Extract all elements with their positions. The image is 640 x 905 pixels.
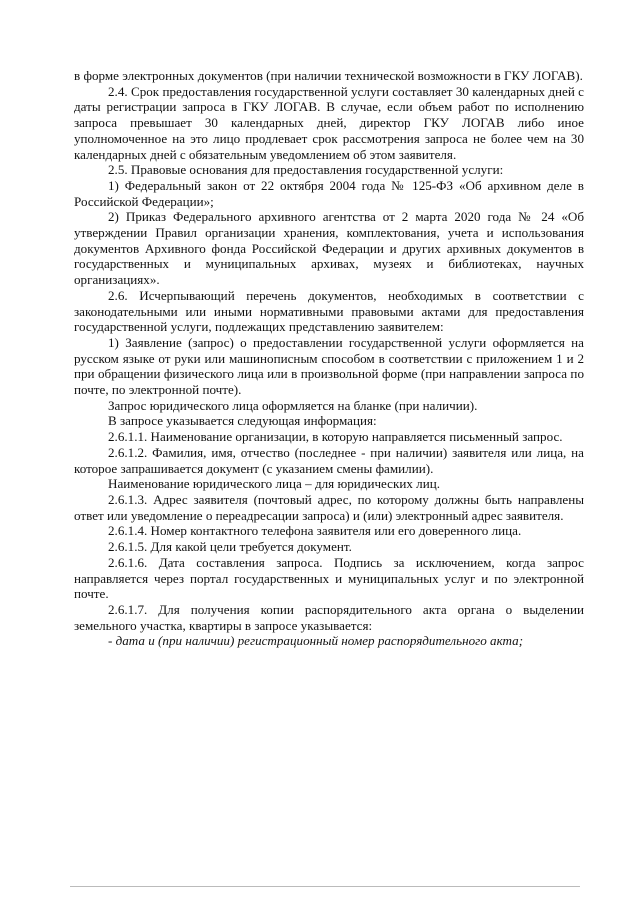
paragraph-2-6-1-1: 2.6.1.1. Наименование организации, в которую направляется письменный запрос. <box>108 429 563 445</box>
paragraph-2-5-item-1: 1) Федеральный закон от 22 октября 2004 года № 125-ФЗ «Об архивном деле в Российской Федерации»; <box>74 177 584 209</box>
paragraph-2-4: 2.4. Срок предоставления государственной услуги составляет 30 календарных дней с даты регистрации запроса в ГКУ ЛОГАВ. В случае, если объем работ по исполнению запроса превышает 30 календарных дней, директор ГКУ ЛОГАВ либо иное уполномоченное на это лицо продлевает срок рассмотрения запроса не более чем на 30 календарных дней с обязательным уведомлением об этом заявителя. <box>74 83 584 162</box>
paragraph-list-item-date: - дата и (при наличии) регистрационный номер распорядительного акта; <box>108 633 524 649</box>
paragraph-continuation: в форме электронных документов (при наличии технической возможности в ГКУ ЛОГАВ). <box>74 68 583 83</box>
paragraph-2-6-item-1: 1) Заявление (запрос) о предоставлении государственной услуги оформляется на русском языке от руки или машинописным способом в соответствии с приложением 1 и 2 при обращении физического лица или в произвольной форме (при направлении запроса по почте, по электронной почте). <box>74 334 584 398</box>
paragraph-2-6-1-2: 2.6.1.2. Фамилия, имя, отчество (последнее - при наличии) заявителя или лица, на которое запрашивается документ (с указанием смены фамилии). <box>74 444 584 476</box>
paragraph-2-6-1-3: 2.6.1.3. Адрес заявителя (почтовый адрес, по которому должны быть направлены ответ или уведомление о переадресации запроса) и (или) электронный адрес заявителя. <box>74 491 584 523</box>
paragraph-2-6-1-6: 2.6.1.6. Дата составления запроса. Подпись за исключением, когда запрос направляется через портал государственных и муниципальных услуг и по электронной почте. <box>74 554 584 602</box>
paragraph-2-6-1-4: 2.6.1.4. Номер контактного телефона заявителя или его доверенного лица. <box>108 523 522 539</box>
paragraph-legal-entity-form: Запрос юридического лица оформляется на бланке (при наличии). <box>108 397 478 413</box>
paragraph-2-5: 2.5. Правовые основания для предоставления государственной услуги: <box>108 162 504 178</box>
paragraph-info-intro: В запросе указывается следующая информация: <box>108 413 377 429</box>
page-bottom-rule <box>70 886 580 887</box>
paragraph-legal-entity-name: Наименование юридического лица – для юридических лиц. <box>108 476 440 492</box>
paragraph-2-6-1-7: 2.6.1.7. Для получения копии распорядительного акта органа о выделении земельного участка, квартиры в запросе указывается: <box>74 601 584 633</box>
paragraph-2-5-item-2: 2) Приказ Федерального архивного агентства от 2 марта 2020 года № 24 «Об утверждении Правил организации хранения, комплектования, учета и использования документов Архивного фонда Российской Федерации и других архивных документов в государственных и муниципальных архивах, музеях и библиотеках, научных организациях». <box>74 209 584 288</box>
paragraph-2-6: 2.6. Исчерпывающий перечень документов, необходимых в соответствии с законодательными или иными нормативными правовыми актами для предоставления государственной услуги, подлежащих представлению заявителем: <box>74 287 584 335</box>
document-body <box>74 68 584 649</box>
paragraph-2-6-1-5: 2.6.1.5. Для какой цели требуется документ. <box>108 539 352 555</box>
